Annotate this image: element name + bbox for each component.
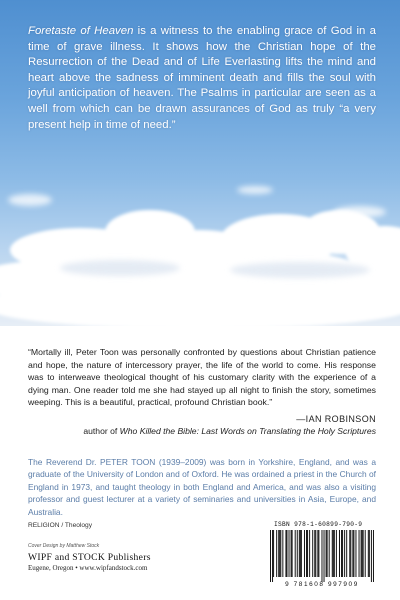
publisher-name: WIPF and STOCK Publishers xyxy=(28,552,151,563)
isbn-label: ISBN 978-1-60899-790-9 xyxy=(274,521,363,528)
cover-design-credit: Cover Design by Matthew Stock xyxy=(28,543,100,549)
barcode-bar xyxy=(324,530,325,582)
barcode-bar xyxy=(276,530,277,577)
barcode-bar xyxy=(300,530,301,577)
blurb-text: is a witness to the enabling grace of God in a time of grave illness. It shows how the Christian hope of the Resurrection of the Dead and of Life Everlasting lifts the mind and heart above the sadness of imminent death and fills the soul with joyful anticipation of heaven. The Psalms in particular are seen as a well from which can be drawn assurances of God as truly “a very present help in time of need.” xyxy=(28,25,376,131)
barcode-bar xyxy=(278,530,279,577)
barcode-bar xyxy=(342,530,343,577)
barcode-bar xyxy=(286,530,287,577)
barcode-bar xyxy=(272,530,273,582)
barcode-bar xyxy=(327,530,328,577)
endorser-credit xyxy=(28,425,376,437)
book-blurb xyxy=(28,24,376,133)
barcode-bar xyxy=(301,530,302,577)
barcode-bar xyxy=(304,530,305,577)
author-bio: The Reverend Dr. PETER TOON (1939–2009) was born in Yorkshire, England, and was a graduate of the University of London and of Oxford. He was ordained a priest in the Church of England in 1973, and taught theology in both England and America, and was also a visiting professor and guest lecturer at a variety of seminaries and universities in Asia, Europe, and Australia. xyxy=(28,457,376,517)
barcode-bar xyxy=(329,530,330,577)
barcode-bar xyxy=(309,530,310,577)
barcode-bar xyxy=(282,530,283,577)
barcode-bar xyxy=(314,530,315,577)
barcode-bar xyxy=(373,530,374,582)
barcode-bar xyxy=(317,530,318,577)
barcode-bar xyxy=(363,530,364,577)
barcode-bar xyxy=(352,530,353,577)
barcode-bar xyxy=(280,530,281,577)
endorsement-attribution xyxy=(28,413,376,437)
endorser-credit-prefix: author of xyxy=(83,426,120,436)
barcode-bar xyxy=(312,530,313,577)
barcode-bar xyxy=(291,530,292,577)
barcode-bar xyxy=(326,530,327,577)
barcode-bar xyxy=(359,530,360,577)
barcode-bar xyxy=(334,530,335,577)
book-title: Foretaste of Heaven xyxy=(28,25,134,37)
barcode-bar xyxy=(297,530,298,577)
barcode-bar xyxy=(318,530,319,577)
barcode-block xyxy=(264,519,380,591)
barcode-bar xyxy=(292,530,293,577)
endorser-name: —IAN ROBINSON xyxy=(296,414,376,424)
barcode-bar xyxy=(362,530,363,577)
barcode-bar xyxy=(299,530,300,577)
barcode-bar xyxy=(361,530,362,577)
barcode-bar xyxy=(295,530,296,577)
barcode-bar xyxy=(353,530,354,577)
barcode-bar xyxy=(315,530,316,577)
barcode-bar xyxy=(279,530,280,577)
barcode-bar xyxy=(355,530,356,577)
barcode-bar xyxy=(371,530,372,582)
barcode-bars xyxy=(270,530,374,582)
barcode-bar xyxy=(270,530,271,582)
barcode-bar xyxy=(273,530,274,577)
barcode-bar xyxy=(339,530,340,577)
category-label: RELIGION / Theology xyxy=(28,522,93,529)
barcode-bar xyxy=(336,530,337,577)
publisher-address: Eugene, Oregon • www.wipfandstock.com xyxy=(28,564,148,572)
endorsement-quote: “Mortally ill, Peter Toon was personally confronted by questions about Christian patience and hope, the nature of intercessory prayer, the life of the world to come. His response was to interweave theological thought of his customary clarity with the experience of a dying man. One reader told me she had stayed up all night to finish the story, sometimes weeping. This is a beautiful, practical, profound Christian book.” xyxy=(28,347,376,408)
barcode-bar xyxy=(349,530,350,577)
barcode-bar xyxy=(307,530,308,577)
barcode-bar xyxy=(346,530,347,577)
barcode-bar xyxy=(369,530,370,577)
barcode-bar xyxy=(365,530,366,577)
barcode-bar xyxy=(306,530,307,577)
barcode-bar xyxy=(332,530,333,577)
barcode-bar xyxy=(341,530,342,577)
barcode-bar xyxy=(344,530,345,577)
barcode-bar xyxy=(368,530,369,577)
barcode-bar xyxy=(289,530,290,577)
barcode-bar xyxy=(285,530,286,577)
endorser-book-title: Who Killed the Bible: Last Words on Translating the Holy Scriptures xyxy=(119,426,376,436)
barcode-number: 9 781608 997909 xyxy=(285,581,359,588)
barcode-bar xyxy=(333,530,334,577)
barcode-bar xyxy=(350,530,351,577)
barcode-bar xyxy=(321,530,322,582)
